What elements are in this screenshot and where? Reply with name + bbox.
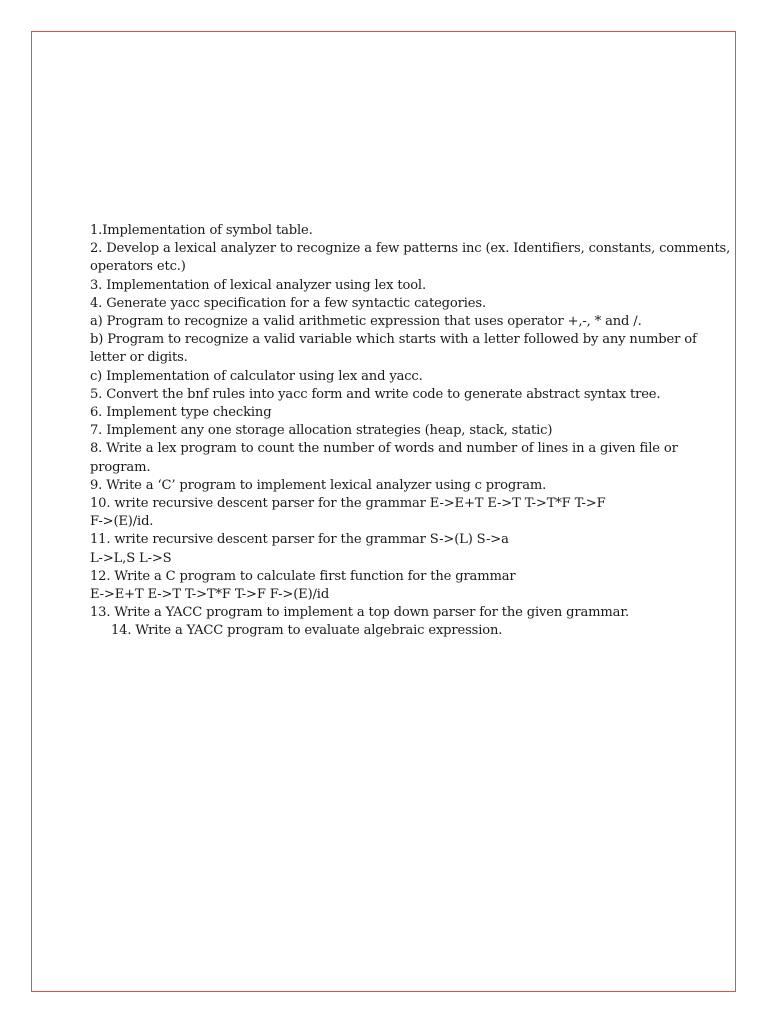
list-item: 7. Implement any one storage allocation strategies (heap, stack, static): [90, 423, 553, 439]
list-item: 2. Develop a lexical analyzer to recognize a few patterns inc (ex. Identifiers, constants, comments,: [90, 241, 731, 257]
list-item: 1.Implementation of symbol table.: [90, 223, 313, 238]
list-item-continuation: F->(E)/id.: [90, 514, 154, 530]
list-item-continuation: program.: [90, 459, 151, 475]
list-item-continuation: E->E+T E->T T->T*F T->F F->(E)/id: [90, 587, 330, 603]
list-item: 4. Generate yacc specification for a few syntactic categories.: [90, 295, 486, 311]
list-item: 6. Implement type checking: [90, 405, 272, 421]
list-item: 3. Implementation of lexical analyzer using lex tool.: [90, 277, 426, 293]
list-item: 9. Write a ‘C’ program to implement lexical analyzer using c program.: [90, 477, 547, 493]
list-subitem: c) Implementation of calculator using lex and yacc.: [90, 368, 423, 384]
list-item: 5. Convert the bnf rules into yacc form and write code to generate abstract syntax tree.: [90, 386, 661, 402]
list-item: 8. Write a lex program to count the number of words and number of lines in a given file or: [90, 441, 678, 457]
list-subitem: a) Program to recognize a valid arithmetic expression that uses operator +,-, * and /.: [90, 314, 642, 330]
list-item: 11. write recursive descent parser for the grammar S->(L) S->a: [90, 532, 509, 548]
document-body: [90, 222, 730, 641]
list-item: 10. write recursive descent parser for the grammar E->E+T E->T T->T*F T->F: [90, 496, 606, 512]
list-item-continuation: L->L,S L->S: [90, 550, 172, 566]
list-item: 14. Write a YACC program to evaluate algebraic expression.: [111, 623, 503, 639]
list-subitem: b) Program to recognize a valid variable which starts with a letter followed by any number of: [90, 332, 697, 348]
list-item: 13. Write a YACC program to implement a top down parser for the given grammar.: [90, 605, 630, 621]
list-item-continuation: letter or digits.: [90, 350, 188, 366]
list-item: 12. Write a C program to calculate first function for the grammar: [90, 568, 516, 584]
list-item-continuation: operators etc.): [90, 259, 186, 275]
